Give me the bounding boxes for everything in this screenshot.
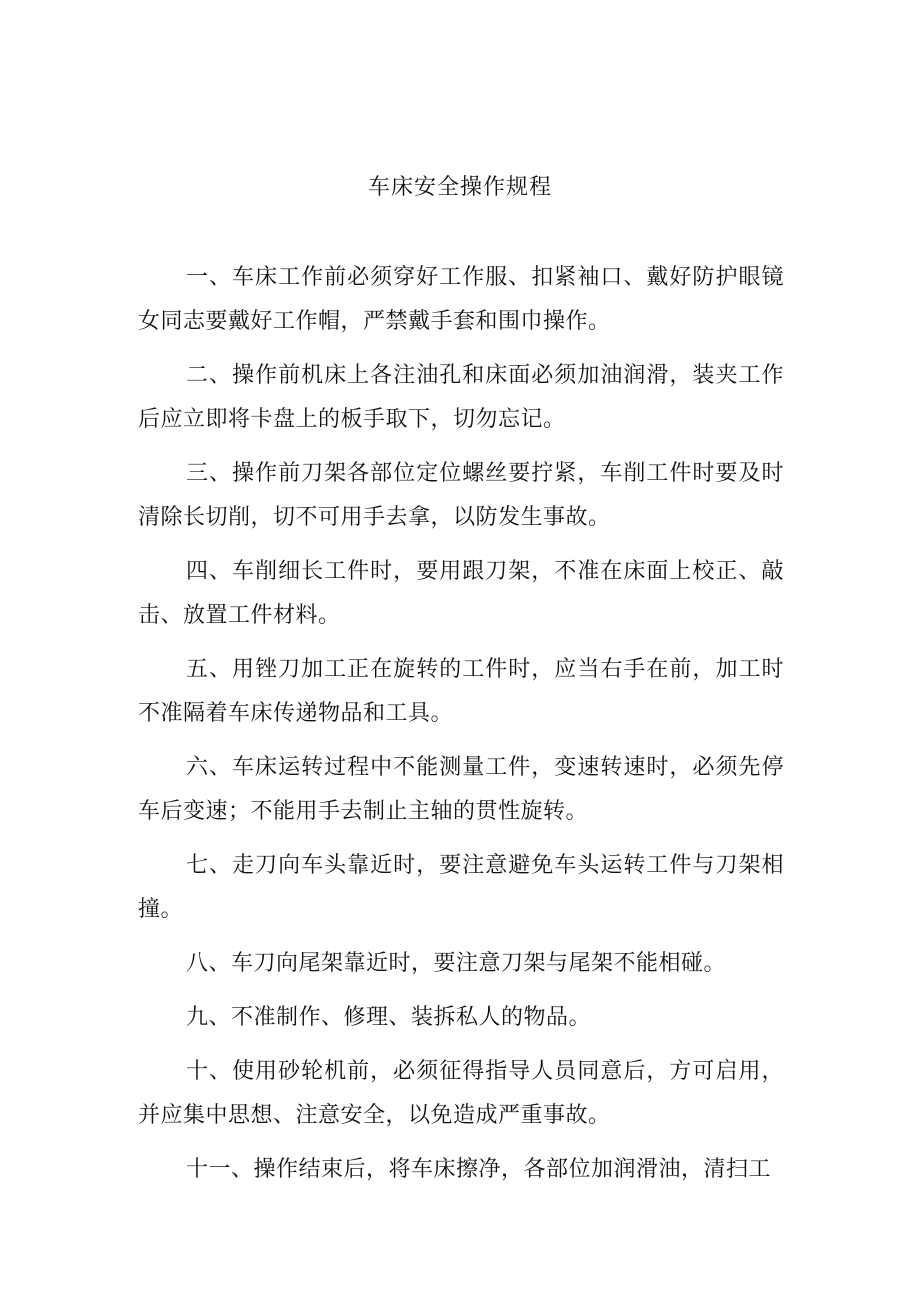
rule-paragraph-6: 六、车床运转过程中不能测量工件，变速转速时，必须先停车后变速；不能用手去制止主轴的贯性旋转。 — [138, 755, 784, 824]
rule-paragraph-5: 五、用锉刀加工正在旋转的工件时，应当右手在前，加工时不准隔着车床传递物品和工具。 — [138, 657, 784, 726]
rule-paragraph-9: 九、不准制作、修理、装拆私人的物品。 — [186, 1005, 592, 1030]
document-title: 车床安全操作规程 — [367, 175, 552, 200]
rule-paragraph-3: 三、操作前刀架各部位定位螺丝要拧紧，车削工件时要及时清除长切削，切不可用手去拿，以防发生事故。 — [138, 461, 784, 530]
rule-paragraph-7: 七、走刀向车头靠近时，要注意避免车头运转工件与刀架相撞。 — [138, 853, 784, 922]
rule-paragraph-1: 一、车床工作前必须穿好工作服、扣紧袖口、戴好防护眼镜女同志要戴好工作帽，严禁戴手套和围巾操作。 — [138, 265, 784, 334]
rule-paragraph-10: 十、使用砂轮机前，必须征得指导人员同意后，方可启用，并应集中思想、注意安全，以免造成严重事故。 — [138, 1059, 784, 1128]
document-body — [138, 256, 784, 1202]
rule-paragraph-8: 八、车刀向尾架靠近时，要注意刀架与尾架不能相碰。 — [186, 951, 727, 976]
rule-paragraph-4: 四、车削细长工件时，要用跟刀架，不准在床面上校正、敲击、放置工件材料。 — [138, 559, 784, 628]
rule-paragraph-2: 二、操作前机床上各注油孔和床面必须加油润滑，装夹工作后应立即将卡盘上的板手取下，切勿忘记。 — [138, 363, 784, 432]
rule-paragraph-11: 十一、操作结束后，将车床擦净，各部位加润滑油，清扫工 — [186, 1157, 772, 1182]
